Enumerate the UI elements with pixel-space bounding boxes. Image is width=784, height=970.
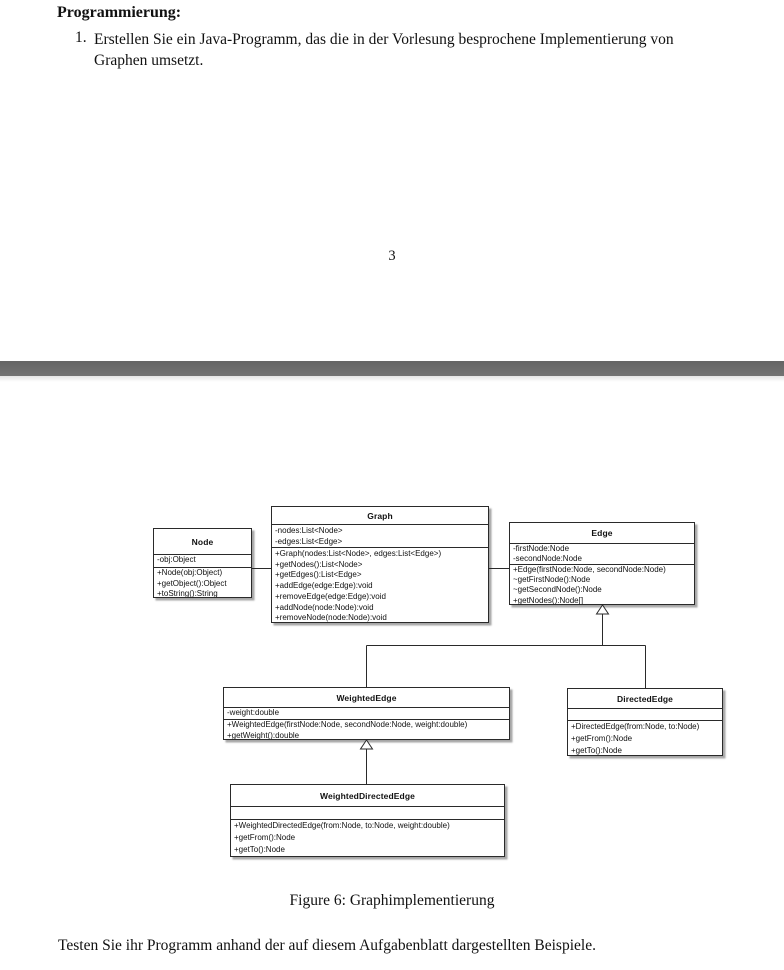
uml-class-weighteddirectededge xyxy=(230,784,505,857)
uml-method: +removeNode(node:Node):void xyxy=(275,613,387,623)
uml-attributes-empty xyxy=(568,709,722,721)
figure-caption: Figure 6: Graphimplementierung xyxy=(289,892,495,909)
uml-method: +getNodes():List<Node> xyxy=(275,559,363,569)
uml-method: +getFrom():Node xyxy=(571,733,633,743)
uml-attribute: -obj:Object xyxy=(157,555,196,564)
uml-method: ~getSecondNode():Node xyxy=(513,585,602,595)
uml-class-title: Graph xyxy=(272,507,488,525)
uml-attributes-empty xyxy=(231,807,504,820)
uml-class-node xyxy=(153,528,252,598)
list-item-number: 1. xyxy=(75,29,87,46)
uml-attributes xyxy=(510,544,694,565)
uml-method: +Edge(firstNode:Node, secondNode:Node) xyxy=(513,565,666,574)
uml-class-title: WeightedEdge xyxy=(224,688,509,708)
uml-class-title: Edge xyxy=(510,523,694,544)
uml-method: +getTo():Node xyxy=(234,845,285,854)
uml-method: +toString():String xyxy=(157,589,218,598)
uml-class-weightededge xyxy=(223,687,510,740)
uml-methods xyxy=(224,720,509,740)
uml-method: +removeEdge(edge:Edge):void xyxy=(275,591,386,601)
uml-attribute: -firstNode:Node xyxy=(513,544,570,553)
uml-methods xyxy=(231,820,504,856)
uml-method: ~getFirstNode():Node xyxy=(513,575,591,585)
uml-methods xyxy=(154,568,251,598)
uml-attributes xyxy=(272,525,488,548)
uml-method: +WeightedDirectedEdge(from:Node, to:Node, weight:double) xyxy=(234,821,450,830)
uml-class-title: DirectedEdge xyxy=(568,689,722,709)
list-item-line-2: Graphen umsetzt. xyxy=(94,52,204,69)
uml-method: +getNodes():Node[] xyxy=(513,595,584,605)
uml-methods xyxy=(272,548,488,623)
uml-attribute: -secondNode:Node xyxy=(513,554,582,564)
uml-method: +getObject():Object xyxy=(157,578,227,588)
uml-class-title: WeightedDirectedEdge xyxy=(231,785,504,807)
uml-attribute: -weight:double xyxy=(227,708,280,717)
uml-methods xyxy=(568,721,722,756)
uml-method: +Node(obj:Object) xyxy=(157,568,223,577)
uml-method: +addNode(node:Node):void xyxy=(275,602,374,612)
closing-text: Testen Sie ihr Programm anhand der auf diesem Aufgabenblatt dargestellten Beispiele. xyxy=(58,937,596,954)
uml-method: +getEdges():List<Edge> xyxy=(275,570,362,580)
section-heading: Programmierung: xyxy=(57,4,182,21)
uml-attributes xyxy=(224,708,509,720)
page-separator-bar xyxy=(0,361,784,376)
uml-class-graph xyxy=(271,506,489,623)
list-item-line-1: Erstellen Sie ein Java-Programm, das die in der Vorlesung besprochene Implementierung von xyxy=(94,31,674,48)
uml-method: +getWeight():double xyxy=(227,730,300,740)
uml-method: +Graph(nodes:List<Node>, edges:List<Edge>) xyxy=(275,549,442,558)
inheritance-triangle-weightededge xyxy=(361,740,373,749)
uml-method: +addEdge(edge:Edge):void xyxy=(275,581,373,591)
uml-class-directededge xyxy=(567,688,723,756)
inheritance-triangle-edge xyxy=(597,605,609,614)
uml-method: +WeightedEdge(firstNode:Node, secondNode:Node, weight:double) xyxy=(227,720,468,729)
uml-attributes xyxy=(154,555,251,568)
uml-class-title: Node xyxy=(154,529,251,555)
uml-attribute: -nodes:List<Node> xyxy=(275,526,343,535)
uml-method: +getFrom():Node xyxy=(234,833,296,842)
list-item-text xyxy=(94,29,674,71)
uml-method: +getTo():Node xyxy=(571,745,622,755)
uml-attribute: -edges:List<Edge> xyxy=(275,536,343,546)
uml-method: +DirectedEdge(from:Node, to:Node) xyxy=(571,722,700,731)
page-number: 3 xyxy=(388,248,396,264)
uml-class-edge xyxy=(509,522,695,605)
uml-methods xyxy=(510,565,694,605)
inheritance-stem-edge xyxy=(367,614,646,688)
